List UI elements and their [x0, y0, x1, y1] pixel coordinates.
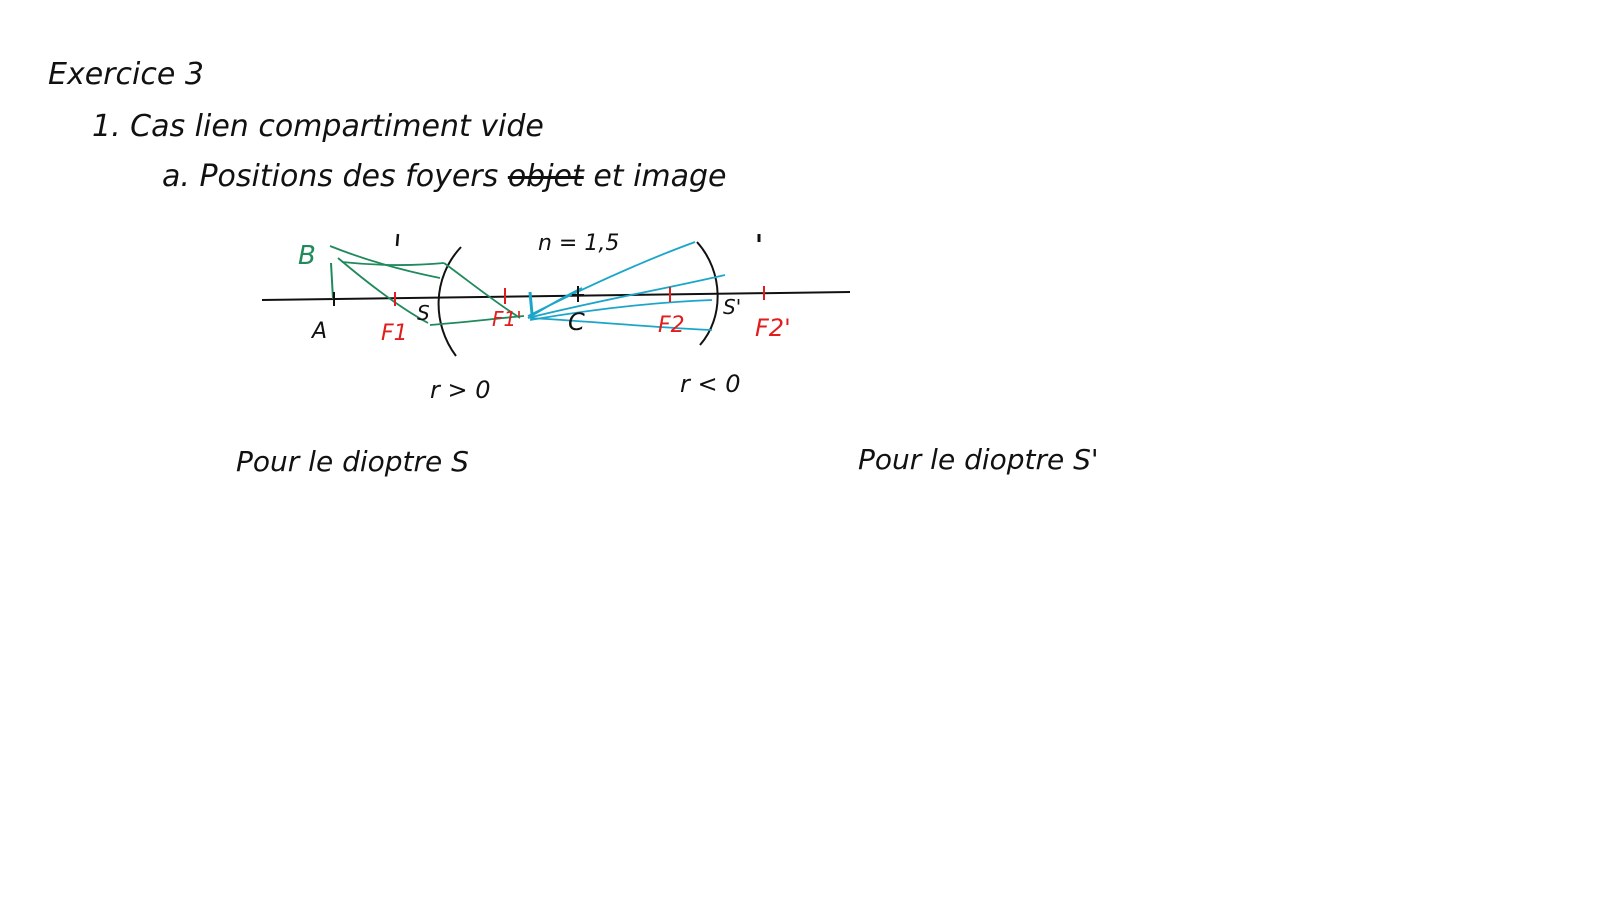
caption-dioptre-S-prime: Pour le dioptre S' — [858, 443, 1099, 476]
label-F1: F1 — [381, 321, 408, 346]
label-r-positive: r > 0 — [430, 376, 491, 404]
section-1a-struck-word: objet — [507, 159, 584, 194]
label-S: S — [417, 301, 430, 325]
blue-image-mark — [530, 292, 532, 314]
green-ray-parallel — [342, 262, 444, 265]
object-arrow-AB — [331, 263, 333, 299]
label-B: B — [298, 241, 316, 271]
tick-mark-top-left — [397, 234, 398, 246]
exercise-title: Exercice 3 — [48, 57, 204, 92]
label-A: A — [312, 319, 328, 344]
label-r-negative: r < 0 — [680, 370, 741, 398]
section-1a-suffix: et image — [593, 159, 727, 194]
section-1a-prefix: a. Positions des foyers — [162, 159, 499, 194]
green-ray-through-focus — [338, 258, 428, 323]
label-F2-prime: F2' — [755, 314, 791, 342]
blue-ray-4 — [530, 300, 712, 320]
label-S-prime: S' — [723, 295, 742, 319]
caption-dioptre-S: Pour le dioptre S — [236, 445, 469, 478]
section-1-heading: 1. Cas lien compartiment vide — [92, 109, 544, 144]
label-index-n: n = 1,5 — [538, 231, 620, 256]
blue-ray-3 — [530, 318, 712, 330]
label-C: C — [568, 308, 585, 336]
optical-axis — [262, 292, 850, 300]
label-F2: F2 — [658, 313, 685, 338]
label-F1-prime: F1' — [492, 307, 522, 331]
